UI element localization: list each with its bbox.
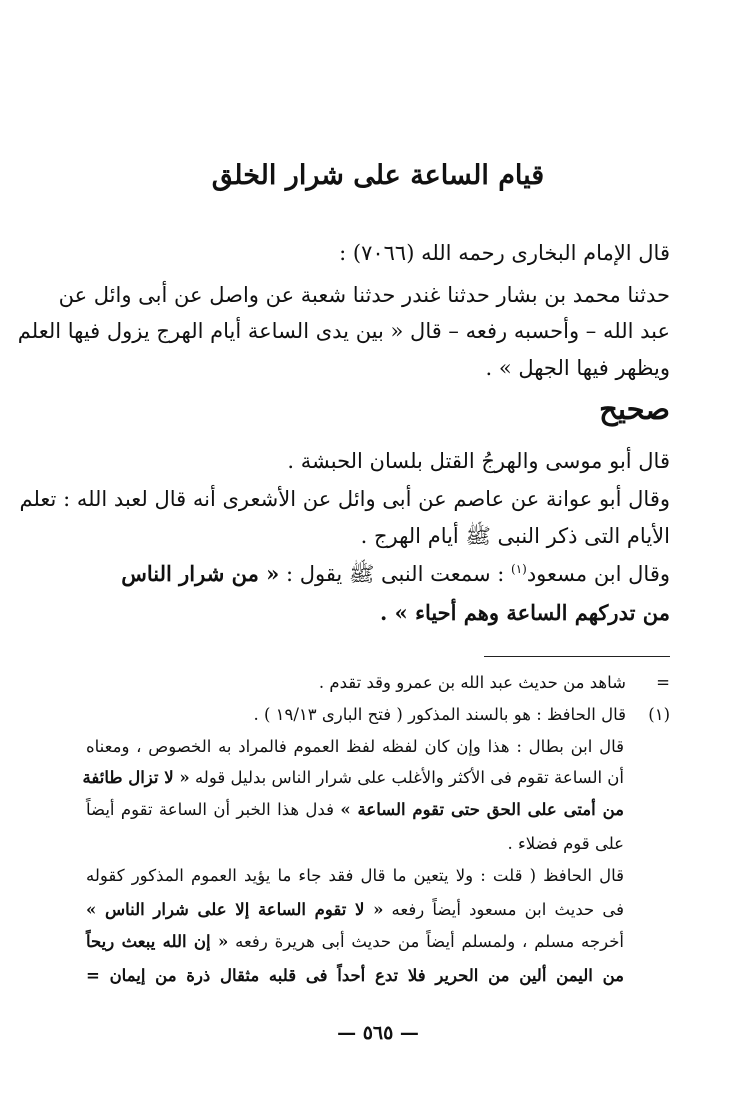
- footnote-body-line-3-bold: من أمتى على الحق حتى تقوم الساعة »: [340, 800, 624, 819]
- narration-line-2: عبد الله – وأحسبه رفعه – قال « بين يدى الساعة أيام الهرج يزول فيها العلم: [17, 319, 670, 343]
- footnote-body-line-2: [82, 768, 624, 787]
- footnote-ref-1: (١): [511, 562, 527, 576]
- footnote-body-line-7-plain: أخرجه مسلم ، ولمسلم أيضاً من حديث أبى هريرة رفعه: [228, 932, 624, 951]
- footnote-divider: [484, 656, 670, 657]
- footnote-eq-mark: =: [656, 673, 670, 692]
- footnote-1-text: قال الحافظ : هو بالسند المذكور ( فتح البارى ١٩/١٣ ) .: [253, 705, 626, 724]
- narration-line-1: حدثنا محمد بن بشار حدثنا غندر حدثنا شعبة عن واصل عن أبى وائل عن: [58, 283, 670, 307]
- footnote-body-line-4: على قوم فضلاء .: [507, 834, 624, 853]
- footnote-body-line-1: قال ابن بطال : هذا وإن كان لفظه لفظ العموم فالمراد به الخصوص ، ومعناه: [86, 737, 624, 756]
- footnote-body-line-7: [86, 932, 624, 951]
- footnote-body-line-3-plain: فدل هذا الخبر أن الساعة تقوم أيضاً: [86, 800, 341, 819]
- footnote-1-mark: (١): [648, 705, 670, 724]
- commentary-line-3: الأيام التى ذكر النبى ﷺ أيام الهرج .: [360, 524, 670, 548]
- footnote-body-line-8: من اليمن ألين من الحرير فلا تدع أحداً فى قلبه مثقال ذرة من إيمان =: [86, 966, 624, 985]
- footnote-body-line-2-plain: أن الساعة تقوم فى الأكثر والأغلب على شرار الناس بدليل قوله: [189, 768, 624, 787]
- commentary-line-1: قال أبو موسى والهرجُ القتل بلسان الحبشة .: [287, 449, 670, 473]
- commentary-line-4: [86, 561, 670, 592]
- footnote-body-line-5: قال الحافظ ( قلت : ولا يتعين ما قال فقد جاء ما يؤيد العموم المذكور كقوله: [86, 866, 624, 885]
- footnote-1: [86, 705, 670, 724]
- page-title: قيام الساعة على شرار الخلق: [211, 160, 545, 191]
- grade-heading: صحيح: [599, 392, 670, 426]
- footnote-body-line-7-bold: « إن الله يبعث ريحاً: [86, 932, 229, 951]
- footnote-eq-text: شاهد من حديث عبد الله بن عمرو وقد تقدم .: [318, 673, 626, 692]
- commentary-line-5: من تدركهم الساعة وهم أحياء » .: [380, 600, 670, 625]
- commentary-line-4-plain: وقال ابن مسعود: [526, 562, 670, 586]
- narration-line-3: ويظهر فيها الجهل » .: [485, 356, 670, 380]
- page-number: — ٥٦٥ —: [337, 1022, 419, 1044]
- footnote-body-line-6: [86, 900, 624, 919]
- footnote-body-line-2-bold: « لا تزال طائفة: [82, 768, 190, 787]
- commentary-line-2: وقال أبو عوانة عن عاصم عن أبى وائل عن الأشعرى أنه قال لعبد الله : تعلم: [19, 487, 670, 511]
- footnote-body-line-6-plain: فى حديث ابن مسعود أيضاً رفعه: [383, 900, 624, 919]
- commentary-line-4-bold: « من شرار الناس: [121, 561, 280, 586]
- footnote-body-line-3: [86, 800, 624, 819]
- footnote-body-line-6-bold: « لا تقوم الساعة إلا على شرار الناس »: [86, 900, 384, 919]
- commentary-line-4-mid: : سمعت النبى ﷺ يقول :: [279, 562, 511, 586]
- footnote-eq: [86, 673, 670, 692]
- narration-intro: قال الإمام البخارى رحمه الله (٧٠٦٦) :: [339, 241, 670, 265]
